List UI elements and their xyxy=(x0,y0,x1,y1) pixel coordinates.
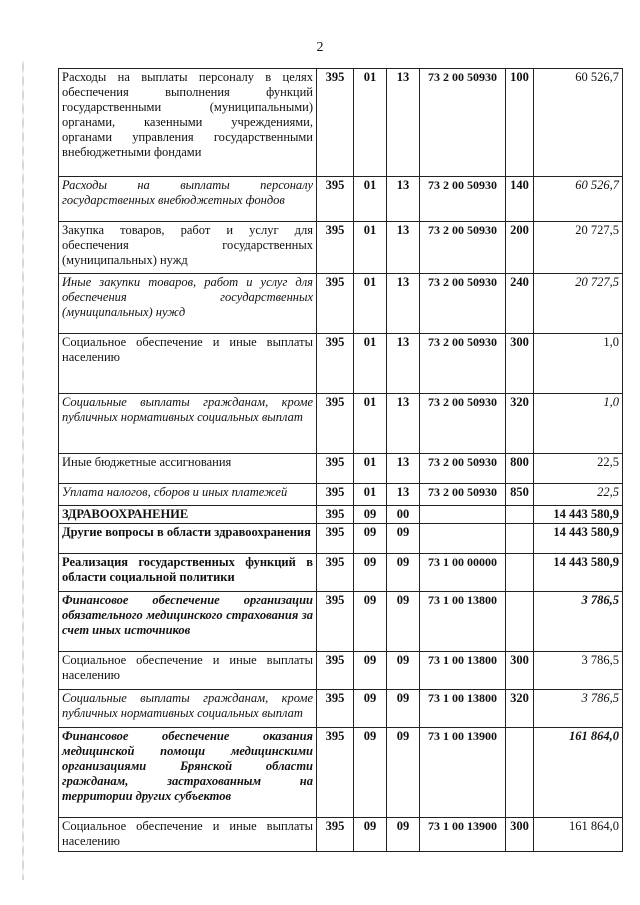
row-grbs: 395 xyxy=(317,690,354,728)
row-vr xyxy=(506,506,534,524)
row-pr: 09 xyxy=(387,690,420,728)
row-rz: 01 xyxy=(354,69,387,177)
table-row xyxy=(59,818,623,852)
row-csr: 73 2 00 50930 xyxy=(420,484,506,506)
row-rz: 09 xyxy=(354,506,387,524)
row-grbs: 395 xyxy=(317,506,354,524)
row-grbs: 395 xyxy=(317,554,354,592)
row-grbs: 395 xyxy=(317,177,354,222)
table-row xyxy=(59,334,623,394)
table-row xyxy=(59,274,623,334)
row-csr: 73 2 00 50930 xyxy=(420,394,506,454)
row-grbs: 395 xyxy=(317,484,354,506)
row-vr: 850 xyxy=(506,484,534,506)
row-name: Иные бюджетные ассигнования xyxy=(59,454,317,484)
row-amount: 161 864,0 xyxy=(534,728,623,818)
row-pr: 13 xyxy=(387,484,420,506)
row-amount: 20 727,5 xyxy=(534,222,623,274)
row-pr: 09 xyxy=(387,818,420,852)
row-rz: 01 xyxy=(354,334,387,394)
row-rz: 09 xyxy=(354,728,387,818)
row-grbs: 395 xyxy=(317,394,354,454)
row-amount: 3 786,5 xyxy=(534,690,623,728)
row-rz: 09 xyxy=(354,690,387,728)
row-pr: 09 xyxy=(387,554,420,592)
row-vr: 800 xyxy=(506,454,534,484)
row-rz: 01 xyxy=(354,454,387,484)
row-csr: 73 1 00 13900 xyxy=(420,728,506,818)
row-name: Финансовое обеспечение организации обязательного медицинского страхования за счет иных источников xyxy=(59,592,317,652)
table-row xyxy=(59,484,623,506)
row-name: Закупка товаров, работ и услуг для обеспечения государственных (муниципальных) нужд xyxy=(59,222,317,274)
row-pr: 13 xyxy=(387,69,420,177)
row-grbs: 395 xyxy=(317,274,354,334)
table-row xyxy=(59,554,623,592)
row-pr: 09 xyxy=(387,524,420,554)
row-grbs: 395 xyxy=(317,222,354,274)
row-csr: 73 1 00 00000 xyxy=(420,554,506,592)
budget-table xyxy=(58,68,623,852)
table-row xyxy=(59,177,623,222)
row-csr xyxy=(420,506,506,524)
row-name: Социальные выплаты гражданам, кроме публичных нормативных социальных выплат xyxy=(59,690,317,728)
row-amount: 14 443 580,9 xyxy=(534,524,623,554)
row-rz: 01 xyxy=(354,222,387,274)
row-amount: 1,0 xyxy=(534,394,623,454)
row-amount: 14 443 580,9 xyxy=(534,554,623,592)
table-row xyxy=(59,222,623,274)
row-csr: 73 2 00 50930 xyxy=(420,334,506,394)
row-pr: 13 xyxy=(387,394,420,454)
row-name: ЗДРАВООХРАНЕНИЕ xyxy=(59,506,317,524)
row-pr: 13 xyxy=(387,274,420,334)
row-csr: 73 1 00 13900 xyxy=(420,818,506,852)
row-csr: 73 2 00 50930 xyxy=(420,177,506,222)
row-pr: 13 xyxy=(387,334,420,394)
row-amount: 3 786,5 xyxy=(534,592,623,652)
row-csr: 73 2 00 50930 xyxy=(420,222,506,274)
row-amount: 1,0 xyxy=(534,334,623,394)
row-name: Уплата налогов, сборов и иных платежей xyxy=(59,484,317,506)
row-vr: 240 xyxy=(506,274,534,334)
row-csr: 73 2 00 50930 xyxy=(420,69,506,177)
row-rz: 09 xyxy=(354,652,387,690)
row-name: Иные закупки товаров, работ и услуг для обеспечения государственных (муниципальных) нужд xyxy=(59,274,317,334)
row-csr: 73 2 00 50930 xyxy=(420,274,506,334)
row-csr: 73 1 00 13800 xyxy=(420,690,506,728)
row-vr xyxy=(506,592,534,652)
row-name: Финансовое обеспечение оказания медицинской помощи медицинскими организациями Брянской области гражданам, застрахованным на территории других субъектов xyxy=(59,728,317,818)
row-amount: 20 727,5 xyxy=(534,274,623,334)
row-csr: 73 1 00 13800 xyxy=(420,652,506,690)
page-number: 2 xyxy=(316,40,324,55)
row-name: Социальное обеспечение и иные выплаты населению xyxy=(59,652,317,690)
row-vr xyxy=(506,524,534,554)
row-rz: 09 xyxy=(354,592,387,652)
row-amount: 60 526,7 xyxy=(534,69,623,177)
row-rz: 09 xyxy=(354,524,387,554)
row-rz: 09 xyxy=(354,554,387,592)
row-rz: 01 xyxy=(354,394,387,454)
row-grbs: 395 xyxy=(317,728,354,818)
table-row xyxy=(59,524,623,554)
scan-edge-dots xyxy=(22,60,24,880)
row-grbs: 395 xyxy=(317,652,354,690)
row-rz: 09 xyxy=(354,818,387,852)
row-pr: 13 xyxy=(387,177,420,222)
row-vr: 320 xyxy=(506,690,534,728)
row-grbs: 395 xyxy=(317,69,354,177)
row-amount: 3 786,5 xyxy=(534,652,623,690)
table-row xyxy=(59,394,623,454)
row-vr: 300 xyxy=(506,818,534,852)
table-row xyxy=(59,69,623,177)
row-pr: 09 xyxy=(387,728,420,818)
row-pr: 13 xyxy=(387,454,420,484)
row-grbs: 395 xyxy=(317,524,354,554)
table-row xyxy=(59,506,623,524)
row-pr: 09 xyxy=(387,652,420,690)
row-csr: 73 1 00 13800 xyxy=(420,592,506,652)
row-vr: 300 xyxy=(506,334,534,394)
row-csr: 73 2 00 50930 xyxy=(420,454,506,484)
row-amount: 161 864,0 xyxy=(534,818,623,852)
row-pr: 09 xyxy=(387,592,420,652)
row-grbs: 395 xyxy=(317,592,354,652)
row-pr: 00 xyxy=(387,506,420,524)
row-pr: 13 xyxy=(387,222,420,274)
table-row xyxy=(59,728,623,818)
row-grbs: 395 xyxy=(317,818,354,852)
row-name: Расходы на выплаты персоналу государственных внебюджетных фондов xyxy=(59,177,317,222)
row-name: Другие вопросы в области здравоохранения xyxy=(59,524,317,554)
row-csr xyxy=(420,524,506,554)
row-name: Социальные выплаты гражданам, кроме публичных нормативных социальных выплат xyxy=(59,394,317,454)
row-amount: 60 526,7 xyxy=(534,177,623,222)
row-vr: 300 xyxy=(506,652,534,690)
row-grbs: 395 xyxy=(317,454,354,484)
row-rz: 01 xyxy=(354,177,387,222)
row-name: Реализация государственных функций в области социальной политики xyxy=(59,554,317,592)
row-amount: 22,5 xyxy=(534,484,623,506)
row-vr xyxy=(506,554,534,592)
table-row xyxy=(59,454,623,484)
row-name: Социальное обеспечение и иные выплаты населению xyxy=(59,818,317,852)
row-amount: 22,5 xyxy=(534,454,623,484)
row-rz: 01 xyxy=(354,484,387,506)
row-name: Социальное обеспечение и иные выплаты населению xyxy=(59,334,317,394)
row-amount: 14 443 580,9 xyxy=(534,506,623,524)
row-vr xyxy=(506,728,534,818)
row-rz: 01 xyxy=(354,274,387,334)
row-vr: 320 xyxy=(506,394,534,454)
row-vr: 200 xyxy=(506,222,534,274)
row-vr: 140 xyxy=(506,177,534,222)
row-grbs: 395 xyxy=(317,334,354,394)
table-row xyxy=(59,652,623,690)
table-row xyxy=(59,690,623,728)
table-row xyxy=(59,592,623,652)
row-name: Расходы на выплаты персоналу в целях обеспечения выполнения функций государственными (муниципальными) органами, казенными учреждениями, органами управления государственными внебюджетными фондами xyxy=(59,69,317,177)
row-vr: 100 xyxy=(506,69,534,177)
